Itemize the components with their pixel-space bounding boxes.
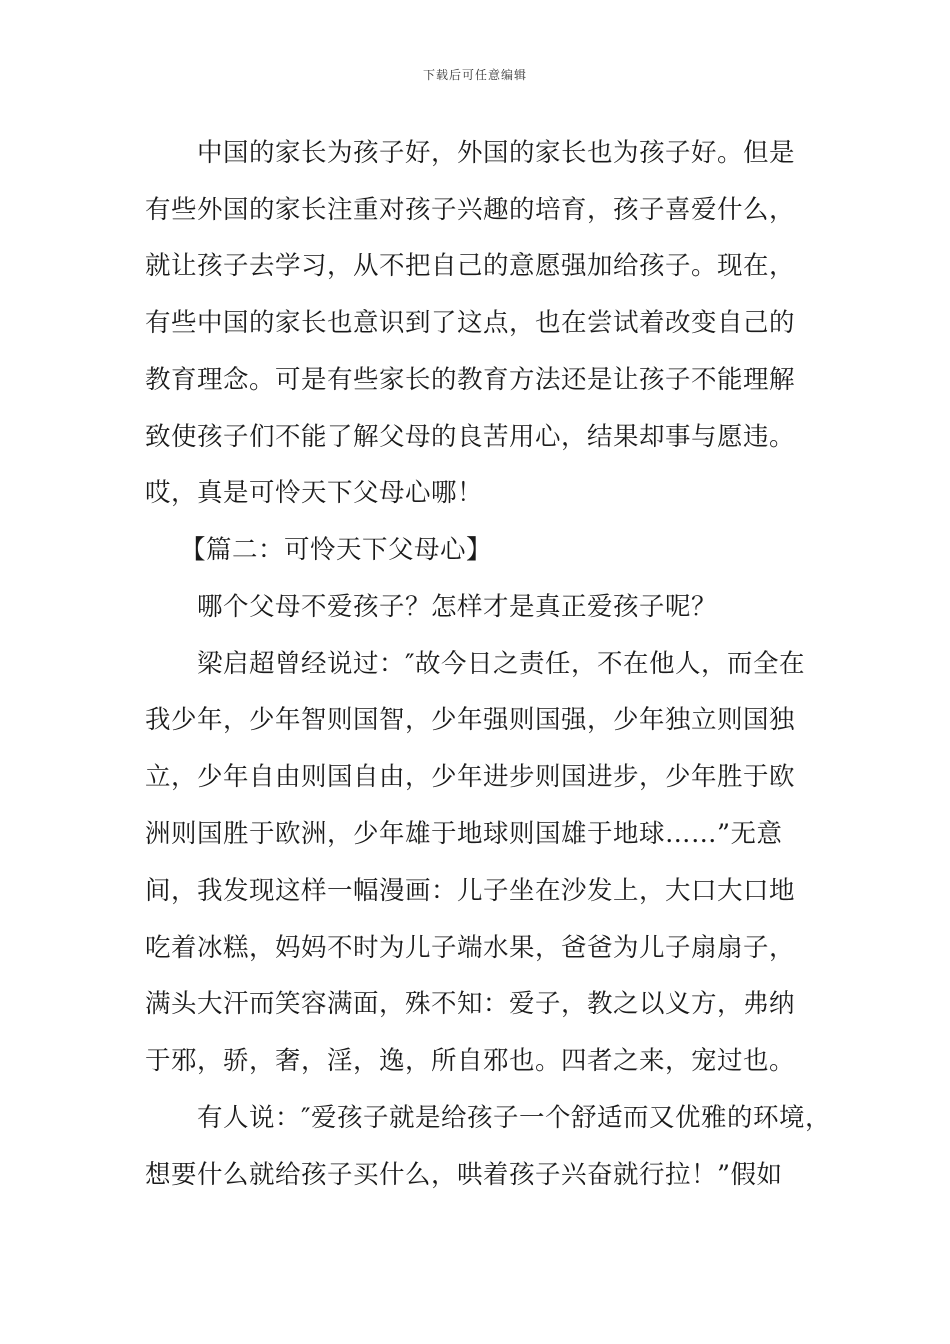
paragraph-line: 哪个父母不爱孩子？怎样才是真正爱孩子呢？ bbox=[197, 592, 718, 622]
paragraph-line: 想要什么就给孩子买什么，哄着孩子兴奋就行拉！”假如 bbox=[145, 1160, 783, 1190]
paragraph-line: 教育理念。可是有些家长的教育方法还是让孩子不能理解 bbox=[145, 365, 796, 395]
paragraph-line: 致使孩子们不能了解父母的良苦用心，结果却事与愿违。 bbox=[145, 422, 796, 452]
paragraph-line: 间，我发现这样一幅漫画：儿子坐在沙发上，大口大口地 bbox=[145, 876, 796, 906]
paragraph-line: 哎，真是可怜天下父母心哪！ bbox=[145, 478, 484, 508]
paragraph-line: 有些中国的家长也意识到了这点，也在尝试着改变自己的 bbox=[145, 308, 796, 338]
paragraph-line: 中国的家长为孩子好，外国的家长也为孩子好。但是 bbox=[197, 138, 796, 168]
paragraph-line: 吃着冰糕，妈妈不时为儿子端水果，爸爸为儿子扇扇子， bbox=[145, 933, 796, 963]
paragraph-line: 有人说：″爱孩子就是给孩子一个舒适而又优雅的环境， bbox=[197, 1103, 832, 1133]
page-header: 下载后可任意编辑 bbox=[422, 68, 527, 82]
paragraph-line: 有些外国的家长注重对孩子兴趣的培育，孩子喜爱什么， bbox=[145, 195, 796, 225]
section-heading: 【篇二：可怜天下父母心】 bbox=[180, 535, 493, 565]
paragraph-line: 洲则国胜于欧洲，少年雄于地球则国雄于地球……”无意 bbox=[145, 819, 783, 849]
paragraph-line: 满头大汗而笑容满面，殊不知：爱子，教之以义方，弗纳 bbox=[145, 989, 796, 1019]
paragraph-line: 梁启超曾经说过：″故今日之责任，不在他人，而全在 bbox=[197, 649, 806, 679]
paragraph-line: 于邪，骄，奢，淫，逸，所自邪也。四者之来，宠过也。 bbox=[145, 1046, 796, 1076]
paragraph-line: 立，少年自由则国自由，少年进步则国进步，少年胜于欧 bbox=[145, 762, 796, 792]
paragraph-line: 就让孩子去学习，从不把自己的意愿强加给孩子。现在， bbox=[145, 251, 796, 281]
paragraph-line: 我少年，少年智则国智，少年强则国强，少年独立则国独 bbox=[145, 705, 796, 735]
